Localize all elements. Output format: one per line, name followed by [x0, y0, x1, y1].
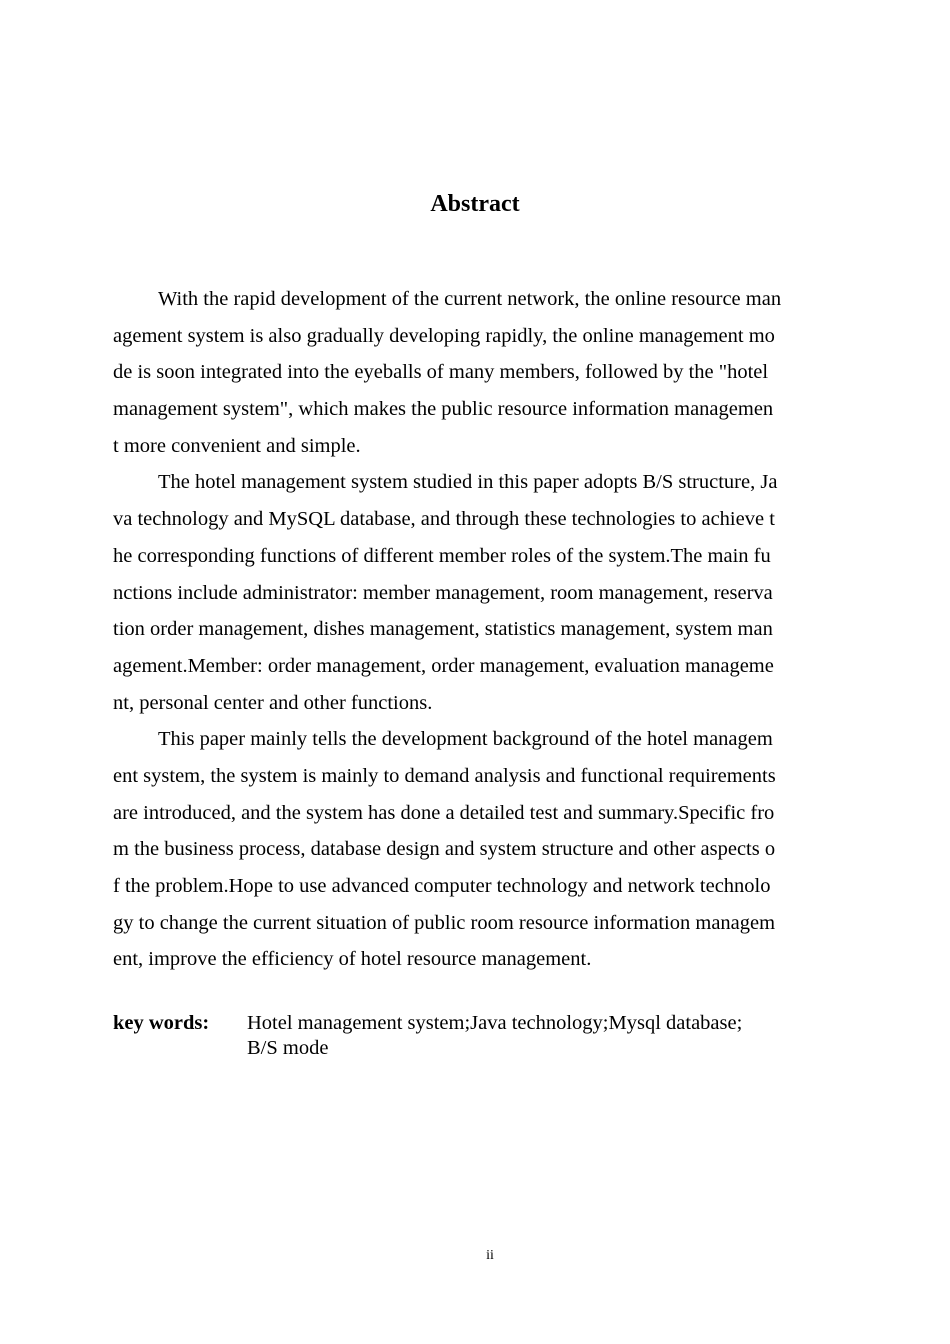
text-line: agement system is also gradually developing rapidly, the online management mo: [113, 324, 775, 347]
text-line: ent, improve the efficiency of hotel resource management.: [113, 948, 592, 971]
text-line: t more convenient and simple.: [113, 434, 361, 457]
text-line: m the business process, database design and system structure and other aspects o: [113, 838, 776, 861]
keywords-line: Hotel management system;Java technology;Mysql database;: [247, 1012, 743, 1034]
text-line: f the problem.Hope to use advanced computer technology and network technolo: [113, 875, 771, 897]
page-number: ii: [486, 1248, 494, 1263]
text-line: gy to change the current situation of public room resource information managem: [113, 911, 776, 934]
text-line: The hotel management system studied in this paper adopts B/S structure, Ja: [158, 471, 778, 494]
text-line: are introduced, and the system has done a detailed test and summary.Specific fro: [113, 801, 775, 824]
paragraph-2: [113, 464, 838, 721]
paragraph-1: [113, 281, 838, 464]
page-title: Abstract: [430, 191, 520, 217]
text-line: management system", which makes the public resource information managemen: [113, 398, 774, 421]
keywords-label: key words:: [113, 1012, 210, 1034]
paragraph-3: [113, 721, 838, 978]
text-line: nctions include administrator: member management, room management, reserva: [113, 581, 773, 604]
text-line: tion order management, dishes management, statistics management, system man: [113, 618, 773, 641]
text-line: he corresponding functions of different member roles of the system.The main fu: [113, 544, 771, 567]
keywords-line: B/S mode: [247, 1037, 329, 1059]
text-line: de is soon integrated into the eyeballs of many members, followed by the "hotel: [113, 361, 769, 384]
text-line: agement.Member: order management, order management, evaluation manageme: [113, 654, 774, 677]
text-line: nt, personal center and other functions.: [113, 691, 433, 714]
abstract-body: [113, 281, 838, 978]
keywords-list: [247, 1011, 847, 1061]
text-line: This paper mainly tells the development background of the hotel managem: [158, 728, 773, 751]
text-line: With the rapid development of the current network, the online resource man: [158, 288, 782, 310]
text-line: va technology and MySQL database, and through these technologies to achieve t: [113, 508, 775, 531]
text-line: ent system, the system is mainly to demand analysis and functional requirements: [113, 764, 776, 787]
